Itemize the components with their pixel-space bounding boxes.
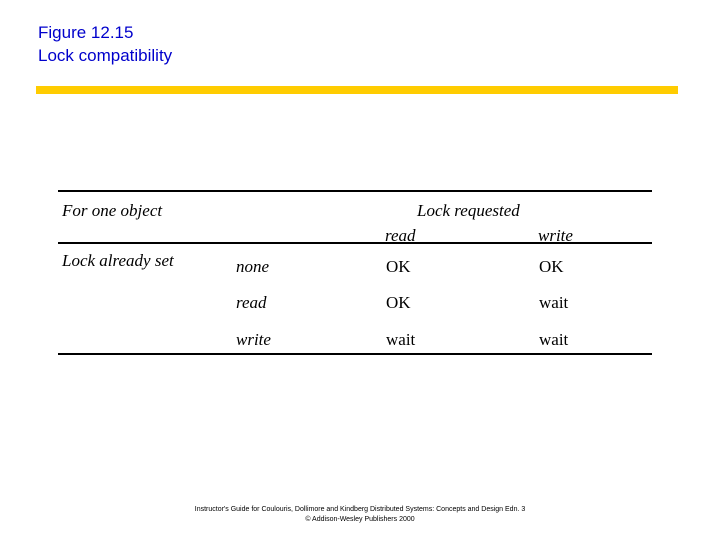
cell-none-write: OK <box>539 257 564 276</box>
cell-none-read: OK <box>386 257 411 276</box>
footer-copyright: © Addison-Wesley Publishers 2000 <box>305 516 415 523</box>
cell-write-read: wait <box>386 330 416 349</box>
object-header: For one object <box>62 201 163 220</box>
table-top-rule <box>58 190 652 192</box>
cell-read-read: OK <box>386 293 411 312</box>
row-label-write: write <box>236 330 271 349</box>
figure-number: Figure 12.15 <box>38 23 134 42</box>
cell-read-write: wait <box>539 293 569 312</box>
column-header-read: read <box>385 226 416 245</box>
requested-header: Lock requested <box>417 201 520 220</box>
figure-caption: Lock compatibility <box>38 46 173 65</box>
footer-citation: Instructor's Guide for Coulouris, Dollimore and Kindberg Distributed Systems: Concepts and Design Edn. 3 <box>194 506 526 513</box>
table-bottom-rule <box>58 353 652 355</box>
cell-write-write: wait <box>539 330 569 349</box>
accent-bar <box>36 86 678 94</box>
column-header-write: write <box>538 226 573 245</box>
row-label-none: none <box>236 257 270 276</box>
row-label-read: read <box>236 293 267 312</box>
row-header: Lock already set <box>62 251 174 270</box>
